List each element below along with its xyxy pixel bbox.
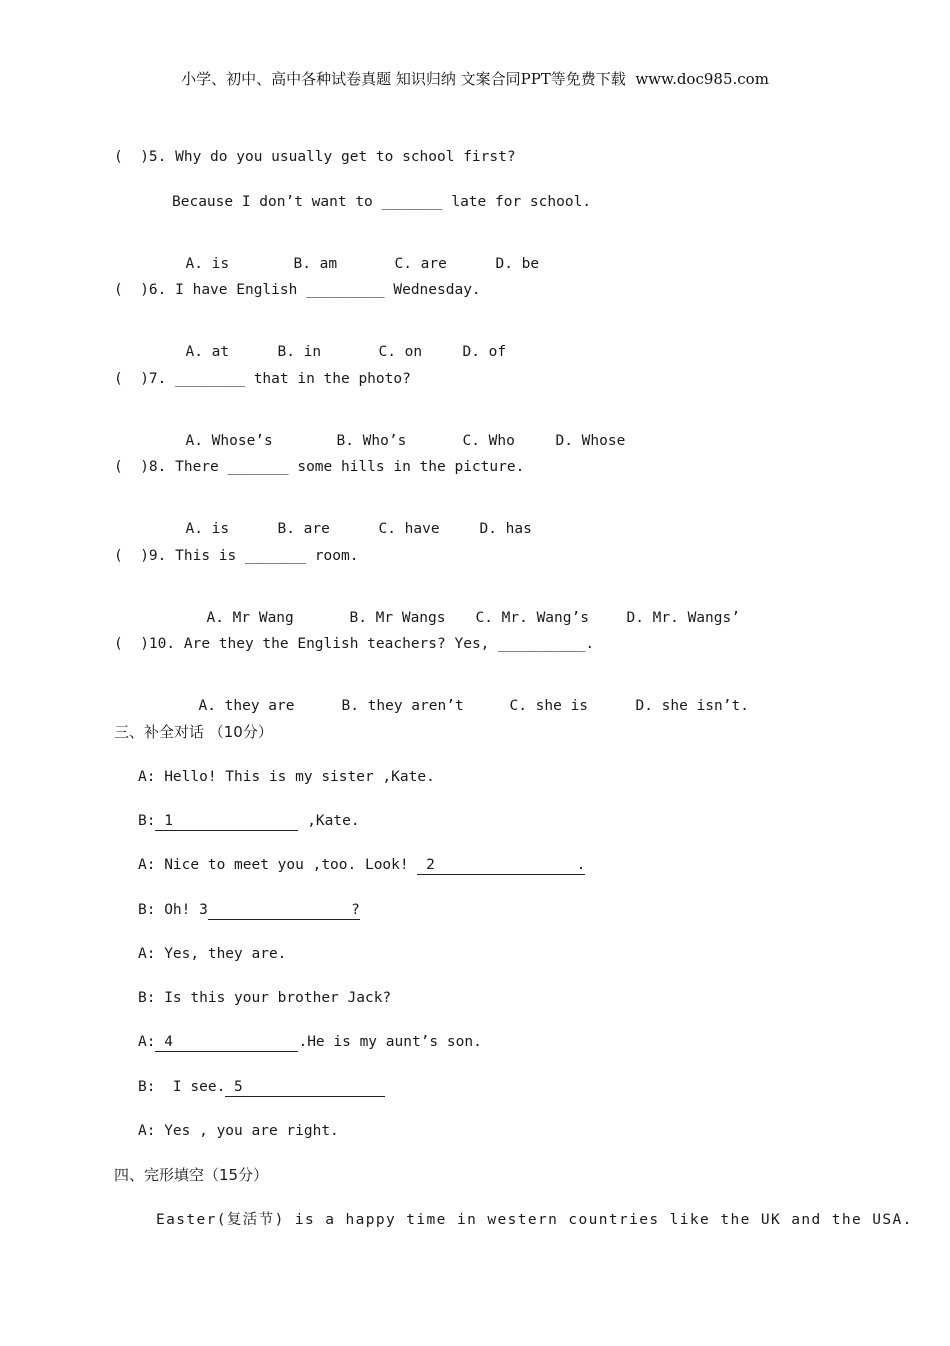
answer-paren[interactable]: ( ) xyxy=(114,371,149,387)
question-stem: Why do you usually get to school first? xyxy=(175,149,516,165)
page-header: 小学、初中、高中各种试卷真题 知识归纳 文案合同PPT等免费下载 www.doc985.com xyxy=(181,70,769,88)
question-7 xyxy=(114,370,411,388)
option-c[interactable]: C. have xyxy=(378,521,440,537)
option-a[interactable]: A. Mr Wang xyxy=(206,610,294,626)
option-a[interactable]: A. Whose’s xyxy=(185,433,273,449)
option-c[interactable]: C. on xyxy=(378,344,423,360)
dialogue-line-4: B: Oh! 3 ? xyxy=(138,902,360,918)
question-7-options xyxy=(168,414,625,450)
dialogue-line-3: A: Nice to meet you ,too. Look! 2 . xyxy=(138,857,586,873)
option-b[interactable]: B. are xyxy=(277,521,330,537)
dialogue-line-1: A: Hello! This is my sister ,Kate. xyxy=(138,769,435,785)
question-stem: Are they the English teachers? Yes, __________. xyxy=(183,636,595,652)
option-d[interactable]: D. Whose xyxy=(555,433,626,449)
question-stem: This is _______ room. xyxy=(175,548,359,564)
blank-5-input[interactable]: 5 xyxy=(225,1078,385,1097)
question-stem: ________ that in the photo? xyxy=(175,371,411,387)
question-8-options xyxy=(168,502,532,538)
option-a[interactable]: A. is xyxy=(185,521,230,537)
option-b[interactable]: B. Who’s xyxy=(336,433,407,449)
question-10 xyxy=(114,635,594,653)
answer-paren[interactable]: ( ) xyxy=(114,459,149,475)
question-5-options xyxy=(168,237,539,273)
blank-4-input[interactable]: 4 xyxy=(155,1033,298,1052)
answer-paren[interactable]: ( ) xyxy=(114,149,149,165)
option-b[interactable]: B. they aren’t xyxy=(341,698,464,714)
section-4-title: 四、完形填空（15分） xyxy=(114,1166,269,1184)
dialogue-line-2: B: 1 ,Kate. xyxy=(138,813,360,829)
answer-paren[interactable]: ( ) xyxy=(114,548,149,564)
question-number: 10. xyxy=(148,636,176,652)
blank-1-input[interactable]: 1 xyxy=(155,812,298,831)
question-number: 7. xyxy=(148,371,167,387)
option-b[interactable]: B. Mr Wangs xyxy=(349,610,446,626)
question-5-stem2: Because I don’t want to _______ late for school. xyxy=(172,194,592,210)
option-d[interactable]: D. she isn’t. xyxy=(635,698,749,714)
option-d[interactable]: D. has xyxy=(479,521,532,537)
option-c[interactable]: C. Who xyxy=(462,433,515,449)
dialogue-line-5: A: Yes, they are. xyxy=(138,946,287,962)
section-3-title: 三、补全对话 （10分） xyxy=(114,723,273,741)
dialogue-line-7: A: 4 .He is my aunt’s son. xyxy=(138,1034,482,1050)
question-8 xyxy=(114,458,524,476)
question-number: 9. xyxy=(148,548,167,564)
question-number: 6. xyxy=(148,282,167,298)
question-stem: I have English _________ Wednesday. xyxy=(175,282,481,298)
question-6-options xyxy=(168,325,506,361)
question-stem: There _______ some hills in the picture. xyxy=(175,459,525,475)
passage-paragraph: Easter(复活节) is a happy time in western countries like the UK and the USA. xyxy=(156,1212,913,1228)
option-a[interactable]: A. they are xyxy=(198,698,295,714)
option-a[interactable]: A. is xyxy=(185,256,230,272)
option-c[interactable]: C. she is xyxy=(509,698,589,714)
blank-3-input[interactable]: ? xyxy=(208,901,360,920)
question-number: 8. xyxy=(148,459,167,475)
option-d[interactable]: D. be xyxy=(495,256,540,272)
option-c[interactable]: C. Mr. Wang’s xyxy=(475,610,589,626)
dialogue-line-8: B: I see. 5 xyxy=(138,1078,385,1097)
question-5 xyxy=(114,148,516,166)
question-number: 5. xyxy=(148,149,167,165)
option-b[interactable]: B. am xyxy=(293,256,338,272)
option-d[interactable]: D. of xyxy=(462,344,507,360)
question-6 xyxy=(114,281,481,299)
option-b[interactable]: B. in xyxy=(277,344,322,360)
question-9-options xyxy=(189,591,740,627)
option-c[interactable]: C. are xyxy=(394,256,447,272)
dialogue-line-9: A: Yes , you are right. xyxy=(138,1123,339,1139)
option-d[interactable]: D. Mr. Wangs’ xyxy=(626,610,740,626)
dialogue-line-6: B: Is this your brother Jack? xyxy=(138,990,392,1006)
question-10-options xyxy=(181,679,749,715)
answer-paren[interactable]: ( ) xyxy=(114,636,149,652)
blank-2-input[interactable]: 2 . xyxy=(417,857,586,873)
option-a[interactable]: A. at xyxy=(185,344,230,360)
answer-paren[interactable]: ( ) xyxy=(114,282,149,298)
question-9 xyxy=(114,547,358,565)
